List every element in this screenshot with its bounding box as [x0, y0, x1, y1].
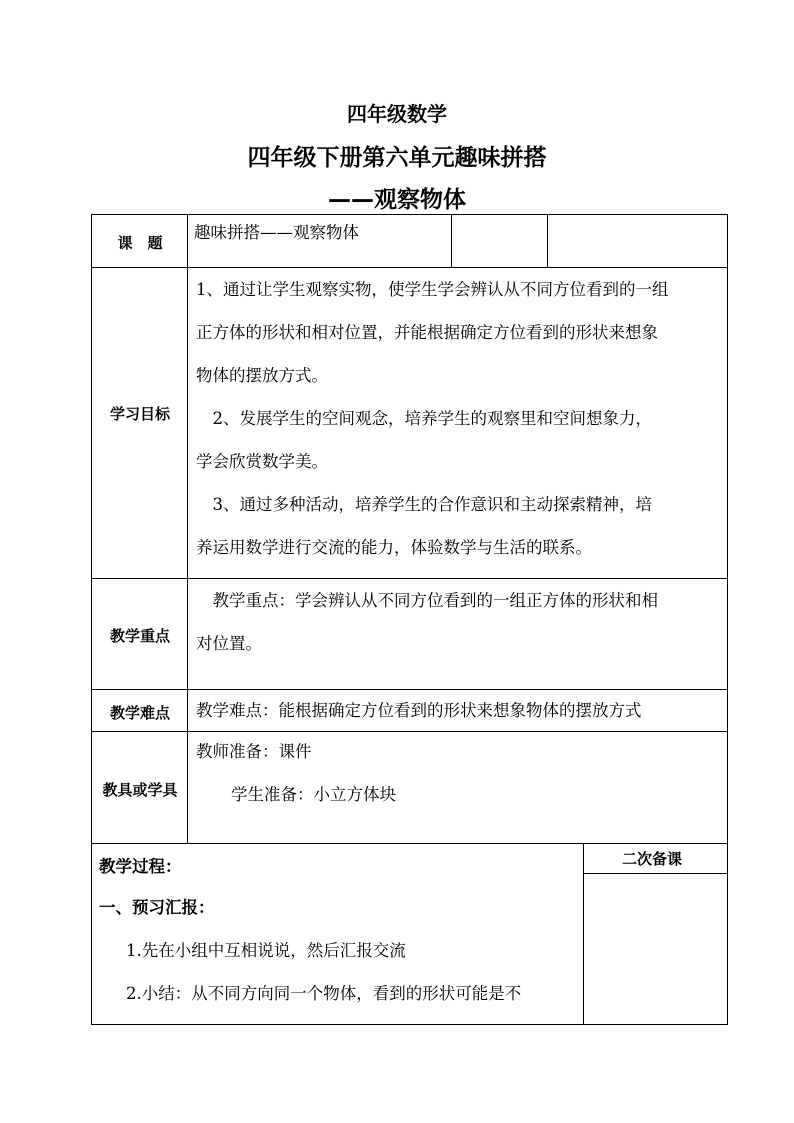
table-divider: [583, 843, 584, 1025]
table-border-left: [91, 214, 92, 1025]
objective-line: 物体的摆放方式。: [196, 366, 328, 385]
objectives-text: [196, 268, 724, 569]
difficulties-label: 教学难点: [109, 704, 170, 722]
objective-line: 1、通过让学生观察实物，使学生学会辨认从不同方位看到的一组: [196, 280, 669, 299]
section-heading: 一、预习汇报：: [99, 898, 215, 917]
table-border-right: [727, 214, 728, 1025]
topic-label: 课 题: [117, 234, 163, 252]
objective-line: 养运用数学进行交流的能力，体验数学与生活的联系。: [196, 538, 592, 557]
process-item: 1.先在小组中互相说说，然后汇报交流: [126, 941, 406, 960]
process-heading: 教学过程：: [99, 857, 182, 876]
objective-line: 学会欣赏数学美。: [196, 452, 328, 471]
key-point-line: 教学重点：学会辨认从不同方位看到的一组正方体的形状和相: [196, 591, 658, 610]
table-divider: [547, 214, 548, 268]
objective-line: 2、发展学生的空间观念，培养学生的观察里和空间想象力，: [196, 409, 652, 428]
table-border-bottom: [91, 1024, 728, 1025]
topic-value: 趣味拼搭——观察物体: [194, 223, 359, 242]
objective-line: 3、通过多种活动，培养学生的合作意识和主动探索精神，培: [196, 495, 652, 514]
student-prep: 学生准备：小立方体块: [231, 785, 396, 804]
table-divider: [451, 214, 452, 268]
unit-title: 四年级下册第六单元趣味拼搭: [247, 145, 547, 171]
key-point-line: 对位置。: [196, 634, 262, 653]
lesson-title: ——观察物体: [328, 187, 466, 213]
difficulties-value: 教学难点：能根据确定方位看到的形状来想象物体的摆放方式: [196, 701, 642, 720]
process-item: 2.小结：从不同方向同一个物体，看到的形状可能是不: [126, 984, 522, 1003]
second-prep-label: 二次备课: [622, 850, 683, 868]
subject-title: 四年级数学: [347, 102, 447, 126]
key-points-label: 教学重点: [109, 627, 170, 645]
materials-label: 教具或学具: [102, 781, 178, 799]
teacher-prep: 教师准备：课件: [196, 742, 312, 761]
objectives-label: 学习目标: [109, 405, 170, 423]
objective-line: 正方体的形状和相对位置，并能根据确定方位看到的形状来想象: [196, 323, 658, 342]
table-divider: [187, 214, 188, 844]
key-points-text: [196, 579, 724, 665]
process-items: [126, 929, 581, 1015]
